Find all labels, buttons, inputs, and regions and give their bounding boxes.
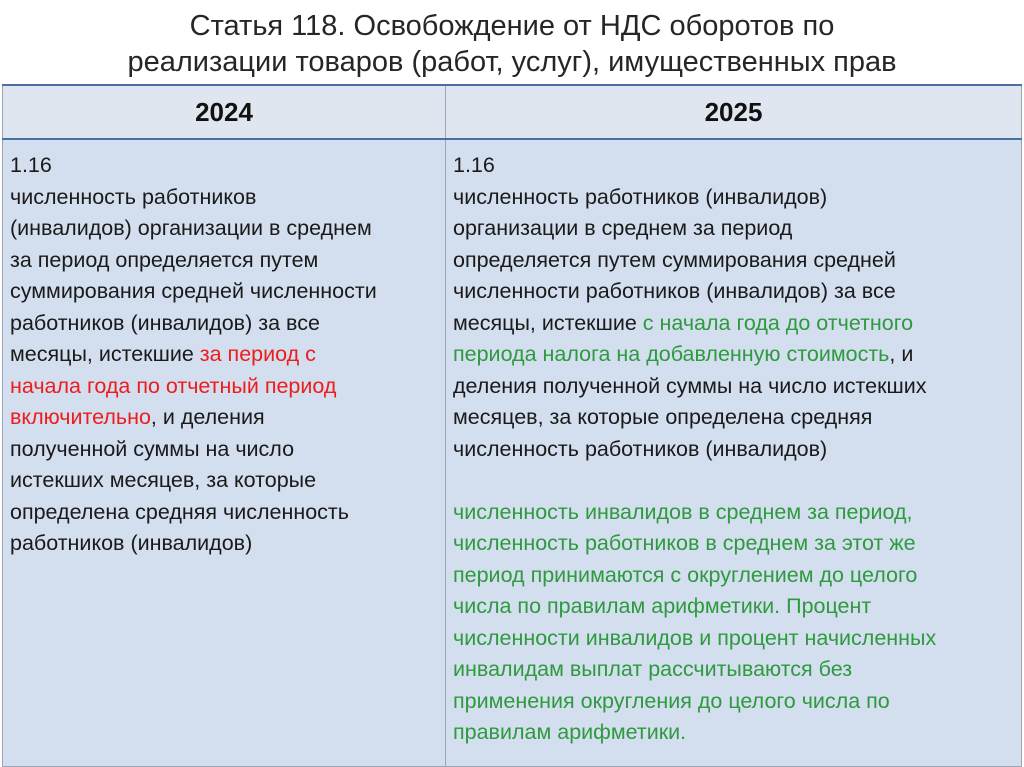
text-segment: , и деления	[150, 405, 265, 429]
added-text: с начала года до отчетного	[642, 310, 914, 335]
text-line: организации в среднем за период	[453, 216, 793, 240]
column-header-2025: 2025	[446, 85, 1022, 139]
added-text: численности инвалидов и процент начисленных	[453, 625, 937, 650]
text-line: определяется путем суммирования средней	[453, 247, 896, 272]
table-row	[3, 139, 1022, 767]
added-text: период принимаются с округлением до целого	[453, 562, 918, 587]
text-line: (инвалидов) организации в среднем	[10, 216, 372, 240]
title-line-1: Статья 118. Освобождение от НДС оборотов по	[189, 10, 835, 42]
text-line: работников (инвалидов)	[10, 531, 253, 555]
cell-2024	[3, 139, 446, 767]
text-segment: месяцы, истекшие	[453, 310, 643, 335]
text-line: суммирования средней численности	[10, 279, 377, 303]
added-text: численность работников в среднем за этот же	[453, 531, 916, 555]
text-segment: месяцы, истекшие	[10, 342, 200, 366]
cell-2025	[446, 139, 1022, 767]
text-line	[453, 308, 1015, 340]
text-line: месяцев, за которые определена средняя	[453, 405, 873, 429]
text-line: численность работников (инвалидов)	[453, 436, 828, 461]
text-line: численность работников	[10, 184, 257, 209]
removed-text: за период с	[199, 342, 316, 366]
removed-text: включительно	[10, 405, 151, 429]
added-text: периода налога на добавленную стоимость	[453, 342, 890, 366]
text-line	[10, 402, 439, 434]
clause-number: 1.16	[453, 153, 495, 177]
text-line: численность работников (инвалидов)	[453, 184, 828, 209]
slide-title	[0, 0, 1024, 84]
paragraph-gap	[453, 465, 1015, 497]
column-header-2024: 2024	[3, 85, 446, 139]
text-line: за период определяется путем	[10, 247, 319, 272]
added-text: численность инвалидов в среднем за период,	[453, 499, 913, 524]
clause-number: 1.16	[10, 153, 52, 177]
text-line	[10, 339, 439, 371]
removed-text: начала года по отчетный период	[10, 373, 337, 398]
text-line: работников (инвалидов) за все	[10, 310, 320, 335]
text-line: деления полученной суммы на число истекших	[453, 373, 927, 398]
text-line: численности работников (инвалидов) за все	[453, 279, 896, 303]
text-line: истекших месяцев, за которые	[10, 468, 317, 492]
title-line-2: реализации товаров (работ, услуг), имущественных прав	[127, 46, 897, 78]
text-line: определена средняя численность	[10, 499, 349, 524]
text-line: полученной суммы на число	[10, 436, 295, 461]
text-segment: , и	[889, 342, 914, 366]
added-text: применения округления до целого числа по	[453, 688, 890, 713]
added-text: инвалидам выплат рассчитываются без	[453, 657, 853, 681]
table-header-row	[3, 85, 1022, 139]
comparison-table	[2, 84, 1022, 767]
added-text: правилам арифметики.	[453, 720, 687, 744]
added-text: числа по правилам арифметики. Процент	[453, 594, 872, 618]
text-line	[453, 339, 1015, 371]
